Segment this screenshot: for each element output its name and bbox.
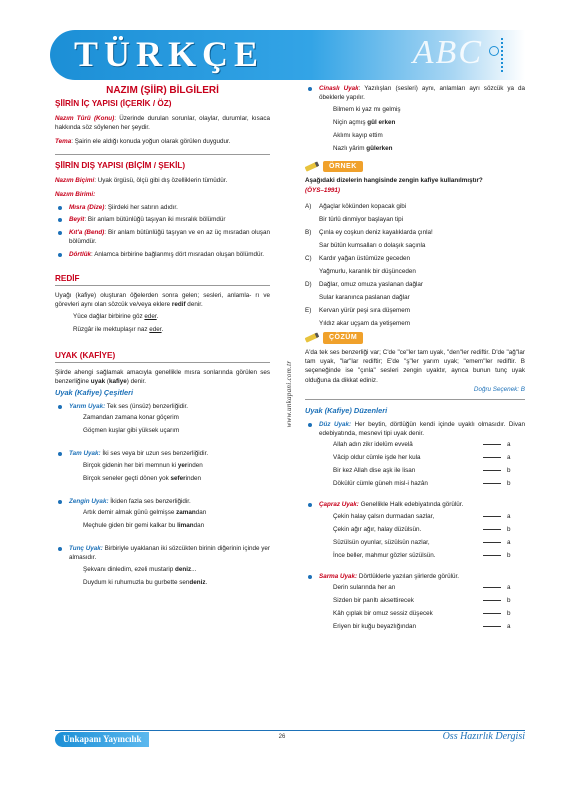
list-item: Cinaslı Uyak: Yazılışları (sesleri) aynı, anlamları ayrı sözcük ya da öbeklerle yapılır. Bilmem ki yaz mı gelmiş Niçin açmış gül erken Aklımı kayıp ettim Nazlı yârim gülerken	[305, 84, 525, 155]
pencil-icon	[305, 333, 320, 343]
ornek-badge	[305, 161, 525, 172]
list-item: Sarma Uyak: Dörtlüklerle yazılan şiirlerde görülür. Derin sularında her an a Sizden bir parıltı aksettirecek b Kâh çıplak bir omuz sessiz düşecek b Eriyen bir kuğu beyazlığından a	[305, 572, 525, 633]
example-line: Meçhule giden bir gemi kalkar bu limandan	[83, 521, 205, 529]
sarma-uyak-table	[333, 581, 511, 633]
right-column	[305, 84, 525, 633]
list-item: Çapraz Uyak: Genellikle Halk edebiyatında görülür. Çekin halay çalsın durmadan sazlar, a Çekin ağır ağır, halay düzülsün. b Süzülsün oyunlar, süzülsün nazlar, a İnce beller, mahmur gözler süzülsün. b	[305, 500, 525, 571]
publisher-logo: Unkapanı Yayıncılık	[55, 732, 149, 747]
list-item: Mısra (Dize): Şiirdeki her satırın adıdır.	[55, 203, 270, 212]
example-line: Artık demir almak günü gelmişse zamandan	[83, 508, 207, 516]
magazine-name: Öss Hazırlık Dergisi	[442, 731, 525, 742]
uyak-duzenleri-title: Uyak (Kafiye) Düzenleri	[305, 405, 388, 415]
nazim-birimi-heading: Nazım Birimi:	[55, 190, 96, 198]
list-item: Zengin Uyak: İkiden fazla ses benzerliğidir. Artık demir almak günü gelmişse zamandan Meçhule giden bir gemi kalkar bu limandan	[55, 497, 270, 544]
nazim-birimi-list	[55, 203, 270, 259]
tema-paragraph: Tema: Şairin ele aldığı konuda yoğun olarak görülen duygudur.	[55, 137, 231, 145]
option-d: D) Dağlar, omuz omuza yaslanan dağlar Sular karanınca paslanan dağlar	[305, 281, 423, 302]
list-item: Dörtlük: Anlamca birbirine bağlanmış dört mısradan oluşan bölümdür.	[55, 250, 270, 259]
abc-logo: ABC	[412, 34, 483, 71]
table-row: Çekin halay çalsın durmadan sazlar, a	[333, 512, 511, 520]
example-line: Şekvanı dinledim, ezeli mustarip deniz...	[83, 565, 197, 573]
divider	[55, 285, 270, 286]
list-item: Tunç Uyak: Birbiriyle uyaklanan iki sözcükten birinin diğerinin içinde yer almasıdır. Şekvanı dinledim, ezeli mustarip deniz... Duydum ki ruhumuzla bu gurbette sendeniz.	[55, 544, 270, 589]
nazim-turu-paragraph: Nazım Türü (Konu): Üzerinde durulan sorunlar, olaylar, durumlar, kısaca hakkında söz söylenen her şeydir.	[55, 115, 270, 132]
cinasli-list	[305, 84, 525, 155]
example-line: Birçok gidenin her biri memnun ki yerinden	[83, 461, 203, 469]
table-row: Vâcip oldur cümle işde her kula a	[333, 454, 511, 462]
decorative-dots-icon	[501, 38, 507, 72]
table-row: Allah adın zikr idelüm evvelâ a	[333, 441, 511, 449]
answer-text: Doğru Seçenek: B	[473, 386, 525, 394]
section-uyak-title: UYAK (KAFİYE)	[55, 350, 116, 360]
table-row: Bir kez Allah dise aşk ile lisan b	[333, 467, 511, 475]
redif-example-2: Rüzgâr ile mektuplaşır naz eder.	[73, 325, 164, 333]
option-b: B) Çınla ey coşkun deniz kayalıklarda çınla! Sar bütün kumsalları o dolaşık saçınla	[305, 229, 433, 250]
example-line: Duydum ki ruhumuzla bu gurbette sendeniz.	[83, 578, 208, 586]
redif-example-1: Yüce dağlar birbirine göz eder.	[73, 312, 159, 320]
circle-icon	[489, 46, 499, 56]
table-row: Sizden bir parıltı aksettirecek b	[333, 597, 511, 605]
ornek-label: ÖRNEK	[323, 161, 363, 172]
capraz-uyak-table	[333, 510, 511, 562]
list-item: Düz Uyak: Her beytin, dörtlüğün kendi içinde uyaklı olmasıdır. Divan edebiyatında, mesnevi tipi uyak denir. Allah adın zikr idelüm evvelâ a Vâcip oldur cümle işde her kula a Bir kez Allah dise aşk ile lisan b Dökülür cümle güneh misl-i hazân b	[305, 420, 525, 501]
example-line: Niçin açmış gül erken	[333, 118, 396, 126]
example-line: Birçok seneler geçti dönen yok seferinden	[83, 474, 201, 482]
example-line: Nazlı yârim gülerken	[333, 144, 393, 152]
table-row: Süzülsün oyunlar, süzülsün nazlar, a	[333, 538, 511, 546]
example-line: Göçmen kuşlar gibi yüksek uçarım	[83, 427, 180, 435]
header-title: TÜRKÇE	[74, 34, 265, 74]
cozum-badge	[305, 332, 525, 343]
section-ic-yapi-title: ŞİİRİN İÇ YAPISI (İÇERİK / ÖZ)	[55, 99, 172, 108]
question-text: Aşağıdaki dizelerin hangisinde zengin kafiye kullanılmıştır?	[305, 177, 483, 185]
section-redif-title: REDİF	[55, 274, 80, 284]
pencil-icon	[305, 161, 320, 171]
section-dis-yapi-title: ŞİİRİN DIŞ YAPISI (BİÇİM / ŞEKİL)	[55, 161, 186, 171]
list-item: Tam Uyak: İki ses veya bir uzun ses benzerliğidir. Birçok gidenin her biri memnun ki yerinden Birçok seneler geçti dönen yok seferinden	[55, 449, 270, 496]
list-item: Yarım Uyak: Tek ses (ünsüz) benzerliğidir. Zamandan zamana konar göçerim Göçmen kuşlar gibi yüksek uçarım	[55, 402, 270, 449]
side-url-text: www.unkapani.com.tr	[285, 360, 293, 428]
cozum-text: A'da tek ses benzerliği var; C'de "ce"ler tam uyak, "den"ler rediftir. D'de "ağ"lar tam uyak, "lar"lar rediftir; E'de "ş"ler yarım uyak; "emem"ler rediftir. B seçeneğinde ise "çınla" sesleri zengin uyaktır, ayrıca bunun tunç uyak olduğuna da dikkat ediniz.	[305, 348, 525, 384]
divider	[55, 154, 270, 155]
nazim-bicimi-paragraph: Nazım Biçimi: Uyak örgüsü, ölçü gibi dış özelliklerin tümüdür.	[55, 177, 228, 185]
side-url	[279, 300, 299, 500]
divider	[55, 362, 270, 363]
list-item: Kıt'a (Bend): Bir anlam bütünlüğü taşıyan ve en az üç mısradan oluşan bölümdür.	[55, 228, 270, 247]
example-line: Zamandan zamana konar göçerim	[83, 414, 179, 422]
option-e: E) Kervan yürür peşi sıra düşemem Yıldız akar uçşam da yetişemem	[305, 307, 410, 328]
option-c: C) Kardır yağan üstümüze geceden Yağmurlu, karanlık bir düşünceden	[305, 255, 416, 276]
uyak-duzenleri-list	[305, 420, 525, 634]
table-row: Kâh çıplak bir omuz sessiz düşecek b	[333, 610, 511, 618]
table-row: Dökülür cümle güneh misl-i hazân b	[333, 480, 511, 488]
page-title: NAZIM (ŞİİR) BİLGİLERİ	[106, 85, 219, 96]
list-item: Beyit: Bir anlam bütünlüğü taşıyan iki mısralık bölümdür	[55, 215, 270, 224]
question-source: (ÖYS–1991)	[305, 187, 341, 195]
table-row: Derin sularında her an a	[333, 584, 511, 592]
duz-uyak-table	[333, 438, 511, 490]
cozum-label: ÇÖZÜM	[323, 332, 363, 343]
example-line: Aklımı kayıp ettim	[333, 131, 383, 139]
uyak-paragraph: Şiirde ahengi sağlamak amacıyla genellikle mısra sonlarında görülen ses benzerliğine uyak (kafiye) denir.	[55, 368, 270, 386]
table-row: İnce beller, mahmur gözler süzülsün. b	[333, 551, 511, 559]
uyak-cesitleri-list	[55, 402, 270, 589]
redif-paragraph: Uyağı (kafiye) oluşturan öğelerden sonra gelen; sesleri, anlamla- rı ve görevleri aynı olan sözcük ve/veya eklere redif denir.	[55, 292, 270, 309]
page-number: 26	[278, 734, 286, 740]
uyak-cesitleri-title: Uyak (Kafiye) Çeşitleri	[55, 387, 134, 397]
example-line: Bilmem ki yaz mı gelmiş	[333, 105, 401, 113]
left-column	[55, 84, 270, 589]
page-header	[50, 30, 525, 80]
table-row: Eriyen bir kuğu beyazlığından a	[333, 623, 511, 631]
option-a: A) Ağaçlar kökünden kopacak gibi Bir türlü dinmiyor başlayan tipi	[305, 203, 407, 224]
divider	[305, 399, 525, 400]
table-row: Çekin ağır ağır, halay düzülsün. b	[333, 525, 511, 533]
